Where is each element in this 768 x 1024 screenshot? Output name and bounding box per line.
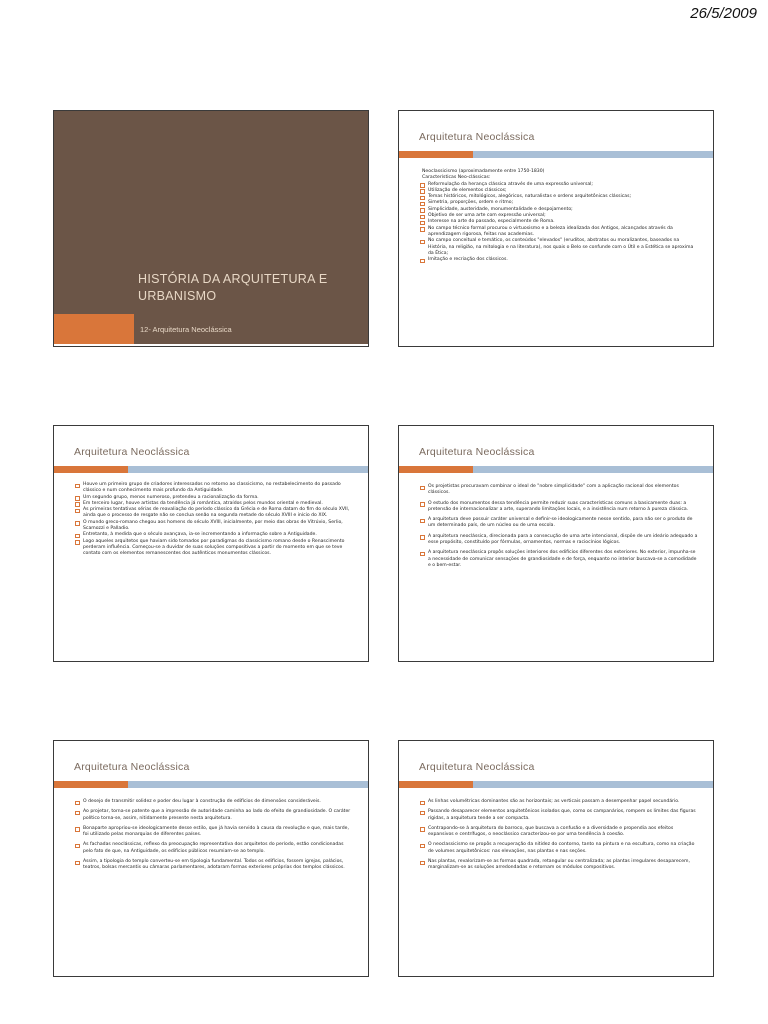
list-item [74,482,354,495]
list-item-text: Entretanto, à medida que o século avançava, ia-se incrementando a informação sobre a Antiguidade. [83,532,317,538]
list-item [419,534,699,547]
slide-body [74,482,354,558]
square-bullet-icon [420,844,425,849]
list-item-text: Simplicidade, austeridade, monumentalidade e despojamento; [428,206,573,212]
square-bullet-icon [420,861,425,866]
list-item-text: Imitação e recriação dos clássicos. [428,257,508,263]
list-item [74,507,354,520]
list-item-text: Bonaparte apropriou-se ideologicamente desse estilo, que já havia servido à causa da revolução e que, mais tarde, foi utilizado pelas monarquias de diferentes países. [83,825,349,838]
slide-solidez [53,740,369,977]
square-bullet-icon [420,486,425,491]
list-item-text: Nas plantas, revalorizam-se as formas quadrada, retangular ou centralizada; as plantas irregulares desaparecem, marginalizam-se as soluções arredondadas e retornam os módulos compositivos. [428,859,690,871]
list-item-text: Os projetistas procuravam combinar o ideal de "nobre simplicidade" com a aplicação racional dos elementos clássicos. [428,484,679,496]
intro-line: Características Neo-clássicas: [422,175,491,181]
list-item [74,842,354,855]
list-item-text: Em terceiro lugar, houve artistas da tendência já romântica, atraídos pelos mundos oriental e medieval. [83,500,323,506]
list-item-text: Ao projetar, torna-se patente que a impressão de autoridade caminha ao lado do efeito de grandiosidade. O caráter político torna-se, assim, nitidamente presente nesta arquitetura. [83,809,351,821]
bullet-list [419,484,699,569]
document-date: 26/5/2009 [690,5,757,22]
list-item-text: Passando desaparecer elementos arquitetônicos isolados que, como os campanários, rompem os limites das figuras rígidas, a arquitetura tende a ser compacta. [428,809,696,821]
slide-body [419,484,699,573]
list-item [419,842,699,855]
list-item [419,484,699,497]
square-bullet-icon [420,552,425,557]
list-item-text: Objetivo de ser uma arte com expressão universal; [428,213,546,219]
list-item-text: A arquitetura neoclássica, direcionada para a consecução de uma arte intencional, dispõe de um ideário adequado a esse propósito, constituído por fórmulas, ornamentos, normas e raciocínios lógicos. [428,533,698,546]
presentation-subtitle: 12- Arquitetura Neoclássica [140,325,232,334]
list-item-text: Um segundo grupo, menos numeroso, pretendeu a racionalização da forma. [83,494,259,500]
title-rule-orange [399,466,473,473]
square-bullet-icon [420,240,425,245]
list-item-text: No campo conceitual e temático, os conteúdos "elevados" (eruditos, abstratos ou moralizantes, baseados na História, na religião, na mitologia e na literatura), nos quais o Belo se confunde com o Útil e a Estética se aproxima da Ética; [428,238,694,256]
list-item [419,859,699,872]
list-item-text: O neoclassicismo se propôs a recuperação da nitidez do contorno, tanto na pintura e na escultura, como na criação de volumes arquitetônicos: nas elevações, nas plantas e nas seções. [428,842,695,854]
title-rule-orange [54,466,128,473]
intro-line: Neoclassicismo (aproximadamente entre 1750-1830) [422,169,545,174]
list-item-text: Logo aqueles arquitetos que haviam sido tomados por paradigmas do classicismo romano desde o Renascimento perderam influência. Começou-se a duvidar de suas soluções compositivas a partir do momento em que se teve contato com os elementos remanescentes dos autênticos monumentos clássicos. [83,538,345,557]
list-item [419,799,699,805]
title-rule-orange [54,781,128,788]
square-bullet-icon [75,540,80,545]
accent-block [54,314,134,344]
list-item-text: O desejo de transmitir solidez e poder deu lugar à construção de edifícios de dimensões consideráveis. [83,799,321,804]
square-bullet-icon [75,484,80,489]
square-bullet-icon [75,801,80,806]
list-item-text: Utilização de elementos clássicos; [428,187,507,193]
list-item-text: As primeiras tentativas sérias de reavaliação do período clássico da Grécia e de Roma datam do fim do século XVII, ainda que o processo de resgate não se conclua senão na segunda metade do século XVIII e início do XIX. [83,507,350,519]
list-item [74,826,354,839]
list-item-text: Interesse na arte do passado, especialmente de Roma. [428,219,555,225]
title-rule-blue [473,151,713,158]
slide-grupos [53,425,369,662]
list-item-text: As linhas volumétricas dominantes são as horizontais; as verticais passam a desempenhar papel secundário. [428,799,680,804]
list-item [74,859,354,872]
list-item-text: Reformulação da herança clássica através de uma expressão universal; [428,181,593,187]
square-bullet-icon [75,811,80,816]
slide-projetistas [398,425,714,662]
square-bullet-icon [420,259,425,264]
list-item [419,226,699,239]
list-item [419,517,699,530]
square-bullet-icon [75,861,80,866]
square-bullet-icon [420,519,425,524]
slide-heading: Arquitetura Neoclássica [74,761,190,773]
list-item [419,809,699,822]
square-bullet-icon [420,801,425,806]
title-rule-blue [473,466,713,473]
title-rule-blue [128,781,368,788]
square-bullet-icon [420,502,425,507]
slide-body [419,169,699,263]
title-rule-orange [399,781,473,788]
square-bullet-icon [75,844,80,849]
slide-caracteristicas [398,110,714,347]
list-item [419,501,699,514]
presentation-title-line2: URBANISMO [138,289,217,303]
list-item-text: A arquitetura deve possuir caráter universal e definir-se ideologicamente nesse sentido, para não ser o produto de um determinado país, de um núcleo ou de uma escola. [428,517,693,529]
list-item [419,826,699,839]
slide-body [419,799,699,876]
list-item-text: As fachadas neoclássicas, reflexo da preocupação representativa dos arquitetos do período, estão condicionadas pelo fato de que, na Antiguidade, os edifícios públicos resumiam-se ao templo. [83,842,344,854]
bullet-list [419,799,699,872]
list-item-text: O estudo dos monumentos dessa tendência permite reduzir suas características comuns a basicamente duas: a pretensão de internacionalizar a arte, superando limitações locais, e a insistência num retorno à pureza clássica. [428,500,689,512]
list-item [74,539,354,558]
slide-heading: Arquitetura Neoclássica [419,131,535,143]
title-rule-blue [128,466,368,473]
list-item [419,257,699,263]
title-rule-orange [399,151,473,158]
list-item-text: Simetria, proporções, ordem e ritmo; [428,200,514,206]
square-bullet-icon [75,509,80,514]
list-item-text: Temas históricos, mitológicos, alegóricos, naturalistas e ordens arquitetônicas clássicas; [428,194,632,200]
list-item-text: No campo técnico formal procurou o virtuosismo e a beleza idealizada dos Antigos, alcançados através da aprendizagem rigorosa, feitas nas academias. [428,225,673,237]
list-item-text: Contrapondo-se à arquitetura do barroco, que buscava a confusão e a diversidade e propendia aos efeitos expansivos e centrífugos, o neoclássico caracterizou-se por uma tendência à coesão. [428,825,674,838]
square-bullet-icon [420,227,425,232]
slide-body [74,799,354,876]
list-item [74,520,354,533]
square-bullet-icon [420,535,425,540]
square-bullet-icon [75,521,80,526]
list-item-text: O mundo greco-romano chegou aos homens do século XVIII, inicialmente, por meio das obras de Vitrúvio, Serlio, Scamozzi e Palladio. [83,519,343,532]
square-bullet-icon [75,827,80,832]
list-item [74,799,354,805]
presentation-title [138,271,366,305]
square-bullet-icon [420,827,425,832]
bullet-list [74,799,354,872]
list-item-text: Houve um primeiro grupo de criadores interessados no retorno ao classicismo, no restabelecimento do passado clássico e num conhecimento mais profundo da Antiguidade. [83,482,341,494]
bullet-list [74,482,354,558]
slide-heading: Arquitetura Neoclássica [74,446,190,458]
slide-heading: Arquitetura Neoclássica [419,761,535,773]
list-item [74,809,354,822]
list-item-text: A arquitetura neoclássica propôs soluções interiores dos edifícios diferentes dos exteriores. No exterior, impunha-se a necessidade de comunicar sensações de grandiosidade e de força, enquanto no interior buscava-se a comodidade e o bem-estar. [428,550,697,568]
square-bullet-icon [420,811,425,816]
list-item-text: Assim, a tipologia do templo converteu-se em tipologia fundamental. Todos os edifícios, fossem igrejas, palácios, teatros, bolsas mercantis ou câmaras parlamentares, adotaram formas exteriores próprias dos templos clássicos. [83,859,345,871]
slide-heading: Arquitetura Neoclássica [419,446,535,458]
presentation-title-line1: HISTÓRIA DA ARQUITETURA E [138,272,328,286]
bullet-list [419,182,699,264]
slide-title-page [53,110,369,347]
list-item [419,550,699,569]
list-item [419,238,699,257]
slide-linhas-volumetricas [398,740,714,977]
title-rule-blue [473,781,713,788]
